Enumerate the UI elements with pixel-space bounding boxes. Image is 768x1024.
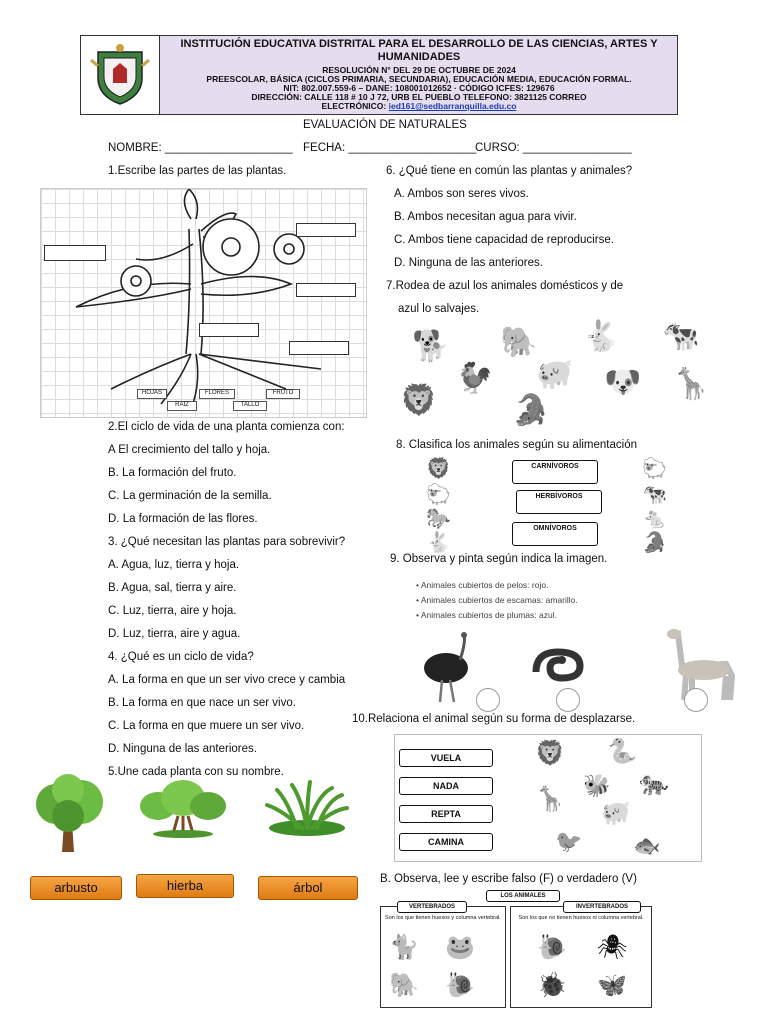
cat-qb-icon[interactable]: 🐈	[389, 934, 419, 961]
blank-label-3[interactable]	[296, 283, 356, 297]
word-fruto: FRUTO	[266, 389, 300, 399]
q4-option-c[interactable]: C. La forma en que muere un ser vivo.	[108, 720, 305, 732]
crocodile-icon[interactable]: 🐊	[512, 394, 550, 427]
blank-label-1[interactable]	[44, 245, 106, 261]
animals-group	[400, 320, 710, 430]
q10-text: 10.Relaciona el animal según su forma de desplazarse.	[352, 713, 636, 725]
color-circle-3[interactable]	[684, 688, 708, 712]
cow-right-icon: 🐄	[642, 484, 667, 506]
herbivoros-label: HERBÍVOROS	[535, 493, 583, 500]
q7-line2: azul lo salvajes.	[398, 303, 480, 315]
qB-diagram	[380, 888, 664, 1014]
card-repta[interactable]: REPTA	[399, 805, 493, 823]
bullet-2-text: Animales cubiertos de escamas: amarillo.	[420, 595, 578, 605]
sheep-small-icon: 🐑	[426, 484, 451, 506]
lion-small-icon: 🦁	[426, 458, 451, 480]
bush-icon	[138, 776, 228, 838]
ostrich-icon	[416, 632, 486, 704]
q2-option-b[interactable]: B. La formación del fruto.	[108, 467, 237, 479]
q10-box	[394, 734, 702, 862]
giraffe-q10-icon[interactable]: 🦒	[535, 786, 565, 813]
header-line7	[163, 101, 675, 111]
snake-q10-icon[interactable]: 🐍	[607, 738, 637, 765]
carnivoros-label: CARNÍVOROS	[531, 463, 579, 470]
qB-text: B. Observa, lee y escribe falso (F) o verdadero (V)	[380, 873, 637, 885]
q6-option-a[interactable]: A. Ambos son seres vivos.	[394, 188, 529, 200]
label-arbusto[interactable]: arbusto	[30, 876, 122, 900]
crocodile-right-icon: 🐊	[642, 532, 667, 554]
tree-icon	[26, 772, 110, 856]
word-raiz: RAIZ	[167, 401, 197, 411]
q9-bullet-1: • Animales cubiertos de pelos: rojo.	[416, 580, 549, 590]
shield-icon	[81, 36, 159, 114]
date-field[interactable]: FECHA: ____________________	[303, 142, 477, 154]
vertebrados-title: VERTEBRADOS	[397, 901, 467, 913]
q1-text: 1.Escribe las partes de las plantas.	[108, 165, 287, 177]
pig-icon[interactable]: 🐖	[536, 358, 574, 391]
q6-option-d[interactable]: D. Ninguna de las anteriores.	[394, 257, 543, 269]
header-line4: PREESCOLAR, BÁSICA (CICLOS PRIMARIA, SECUNDARIA), EDUCACIÓN MEDIA, EDUCACIÓN FORMAL.	[206, 74, 632, 84]
q7-line1: 7.Rodea de azul los animales domésticos y de	[386, 280, 624, 292]
q3-option-c[interactable]: C. Luz, tierra, aire y hoja.	[108, 605, 237, 617]
butterfly-qb-icon[interactable]: 🦋	[597, 972, 627, 999]
mouse-right-icon: 🐁	[642, 508, 667, 530]
q8-diagram	[420, 452, 720, 552]
q6-text: 6. ¿Qué tiene en común las plantas y animales?	[386, 165, 633, 177]
omnivoros-label: OMNÍVOROS	[533, 525, 577, 532]
word-flores: FLORES	[199, 389, 235, 399]
horse-small-icon: 🐎	[426, 508, 451, 530]
school-header	[80, 35, 678, 115]
animals-top-box: LOS ANIMALES	[486, 890, 560, 902]
card-vuela[interactable]: VUELA	[399, 749, 493, 767]
lion-q10-icon[interactable]: 🦁	[535, 740, 565, 767]
bee-q10-icon[interactable]: 🐝	[583, 773, 611, 798]
q2-option-d[interactable]: D. La formación de las flores.	[108, 513, 258, 525]
bird-q10-icon[interactable]: 🐦	[555, 829, 583, 854]
frog-qb-icon[interactable]: 🐸	[445, 934, 475, 961]
header-line2: HUMANIDADES	[377, 51, 461, 63]
invertebrados-desc: Son los que no tienen huesos ni columna vertebral.	[518, 915, 644, 921]
spider-qb-icon[interactable]: 🕷	[597, 934, 628, 961]
header-line1: INSTITUCIÓN EDUCATIVA DISTRITAL PARA EL DESARROLLO DE LAS CIENCIAS, ARTES Y	[180, 38, 658, 50]
lion-icon[interactable]: 🦁	[400, 384, 438, 417]
course-field[interactable]: CURSO: _________________	[475, 142, 632, 154]
card-nada[interactable]: NADA	[399, 777, 493, 795]
box-carnivoros[interactable]	[512, 460, 598, 484]
q9-bullet-2: • Animales cubiertos de escamas: amarillo.	[416, 595, 578, 605]
cow-icon[interactable]: 🐄	[662, 320, 700, 353]
word-hojas: HOJAS	[137, 389, 167, 399]
label-hierba[interactable]: hierba	[136, 874, 234, 898]
blank-label-5[interactable]	[289, 341, 349, 355]
q4-option-a[interactable]: A. La forma en que un ser vivo crece y cambia	[108, 674, 346, 686]
email-link[interactable]: ied161@sedbarranquilla.edu.co	[388, 101, 517, 111]
ladybug-qb-icon[interactable]: 🐞	[537, 972, 567, 999]
card-camina[interactable]: CAMINA	[399, 833, 493, 851]
q5-text: 5.Une cada planta con su nombre.	[108, 766, 284, 778]
q8-text: 8. Clasifica los animales según su alimentación	[396, 439, 637, 451]
plant-diagram	[40, 188, 367, 418]
school-logo	[81, 36, 160, 114]
q4-option-d[interactable]: D. Ninguna de las anteriores.	[108, 743, 257, 755]
dog-icon[interactable]: 🐕	[412, 330, 450, 363]
q3-text: 3. ¿Qué necesitan las plantas para sobrevivir?	[108, 536, 346, 548]
giraffe-icon[interactable]: 🦒	[672, 368, 710, 401]
q3-option-b[interactable]: B. Agua, sal, tierra y aire.	[108, 582, 237, 594]
blank-label-2[interactable]	[296, 223, 356, 237]
q2-option-a[interactable]: A El crecimiento del tallo y hoja.	[108, 444, 271, 456]
rabbit-small-icon: 🐇	[426, 532, 451, 554]
vertebrados-panel	[380, 906, 506, 1008]
box-omnivoros[interactable]	[512, 522, 598, 546]
name-field[interactable]: NOMBRE: ____________________	[108, 142, 293, 154]
elephant-icon[interactable]: 🐘	[500, 326, 538, 359]
grass-icon	[262, 780, 352, 838]
fish-q10-icon[interactable]: 🐟	[633, 833, 661, 858]
box-herbivoros[interactable]	[516, 490, 602, 514]
q2-text: 2.El ciclo de vida de una planta comienza con:	[108, 421, 345, 433]
header-line3: RESOLUCIÓN N° DEL 29 DE OCTUBRE DE 2024	[322, 65, 516, 75]
color-circle-1[interactable]	[476, 688, 500, 712]
bullet-3-text: Animales cubiertos de plumas: azul.	[420, 610, 557, 620]
word-tallo: TALLO	[233, 401, 267, 411]
q4-option-b[interactable]: B. La forma en que nace un ser vivo.	[108, 697, 296, 709]
q3-option-d[interactable]: D. Luz, tierra, aire y agua.	[108, 628, 241, 640]
rooster-icon[interactable]: 🐓	[456, 362, 494, 395]
bullet-1-text: Animales cubiertos de pelos: rojo.	[420, 580, 549, 590]
q2-option-c[interactable]: C. La germinación de la semilla.	[108, 490, 272, 502]
elephant-qb-icon[interactable]: 🐘	[389, 972, 419, 999]
color-circle-2[interactable]	[556, 688, 580, 712]
rabbit-icon[interactable]: 🐇	[582, 320, 620, 353]
tiger-q10-icon[interactable]: 🐅	[639, 770, 669, 797]
sheep-right-icon: 🐑	[642, 458, 667, 480]
q6-option-c[interactable]: C. Ambos tiene capacidad de reproducirse.	[394, 234, 614, 246]
puppy-icon[interactable]: 🐶	[604, 366, 642, 399]
label-arbol[interactable]: árbol	[258, 876, 358, 900]
q6-option-b[interactable]: B. Ambos necesitan agua para vivir.	[394, 211, 577, 223]
q9-bullet-3: • Animales cubiertos de plumas: azul.	[416, 610, 557, 620]
invertebrados-title: INVERTEBRADOS	[563, 901, 641, 913]
blank-label-4[interactable]	[199, 323, 259, 337]
q9-text: 9. Observa y pinta según indica la imagen.	[390, 553, 608, 565]
header-line5: NIT: 802.007.559-6 – DANE: 108001012652 · CÓDIGO ICFES: 129676	[283, 83, 555, 93]
snail-left-qb-icon[interactable]: 🐌	[445, 972, 475, 999]
pig-q10-icon[interactable]: 🐖	[601, 800, 631, 827]
email-prefix: ELECTRÓNICO:	[321, 101, 387, 111]
q4-text: 4. ¿Qué es un ciclo de vida?	[108, 651, 254, 663]
header-line6: DIRECCIÓN: CALLE 118 # 10 J 72, URB EL PUEBLO TELEFONO: 3821125 CORREO	[251, 92, 587, 102]
snail-qb-icon[interactable]: 🐌	[537, 934, 567, 961]
snake-icon	[528, 642, 588, 686]
invertebrados-panel	[510, 906, 652, 1008]
vertebrados-desc: Son los que tienen huesos y columna vertebral.	[385, 915, 501, 921]
q3-option-a[interactable]: A. Agua, luz, tierra y hoja.	[108, 559, 240, 571]
page-title: EVALUACIÓN DE NATURALES	[303, 119, 467, 131]
